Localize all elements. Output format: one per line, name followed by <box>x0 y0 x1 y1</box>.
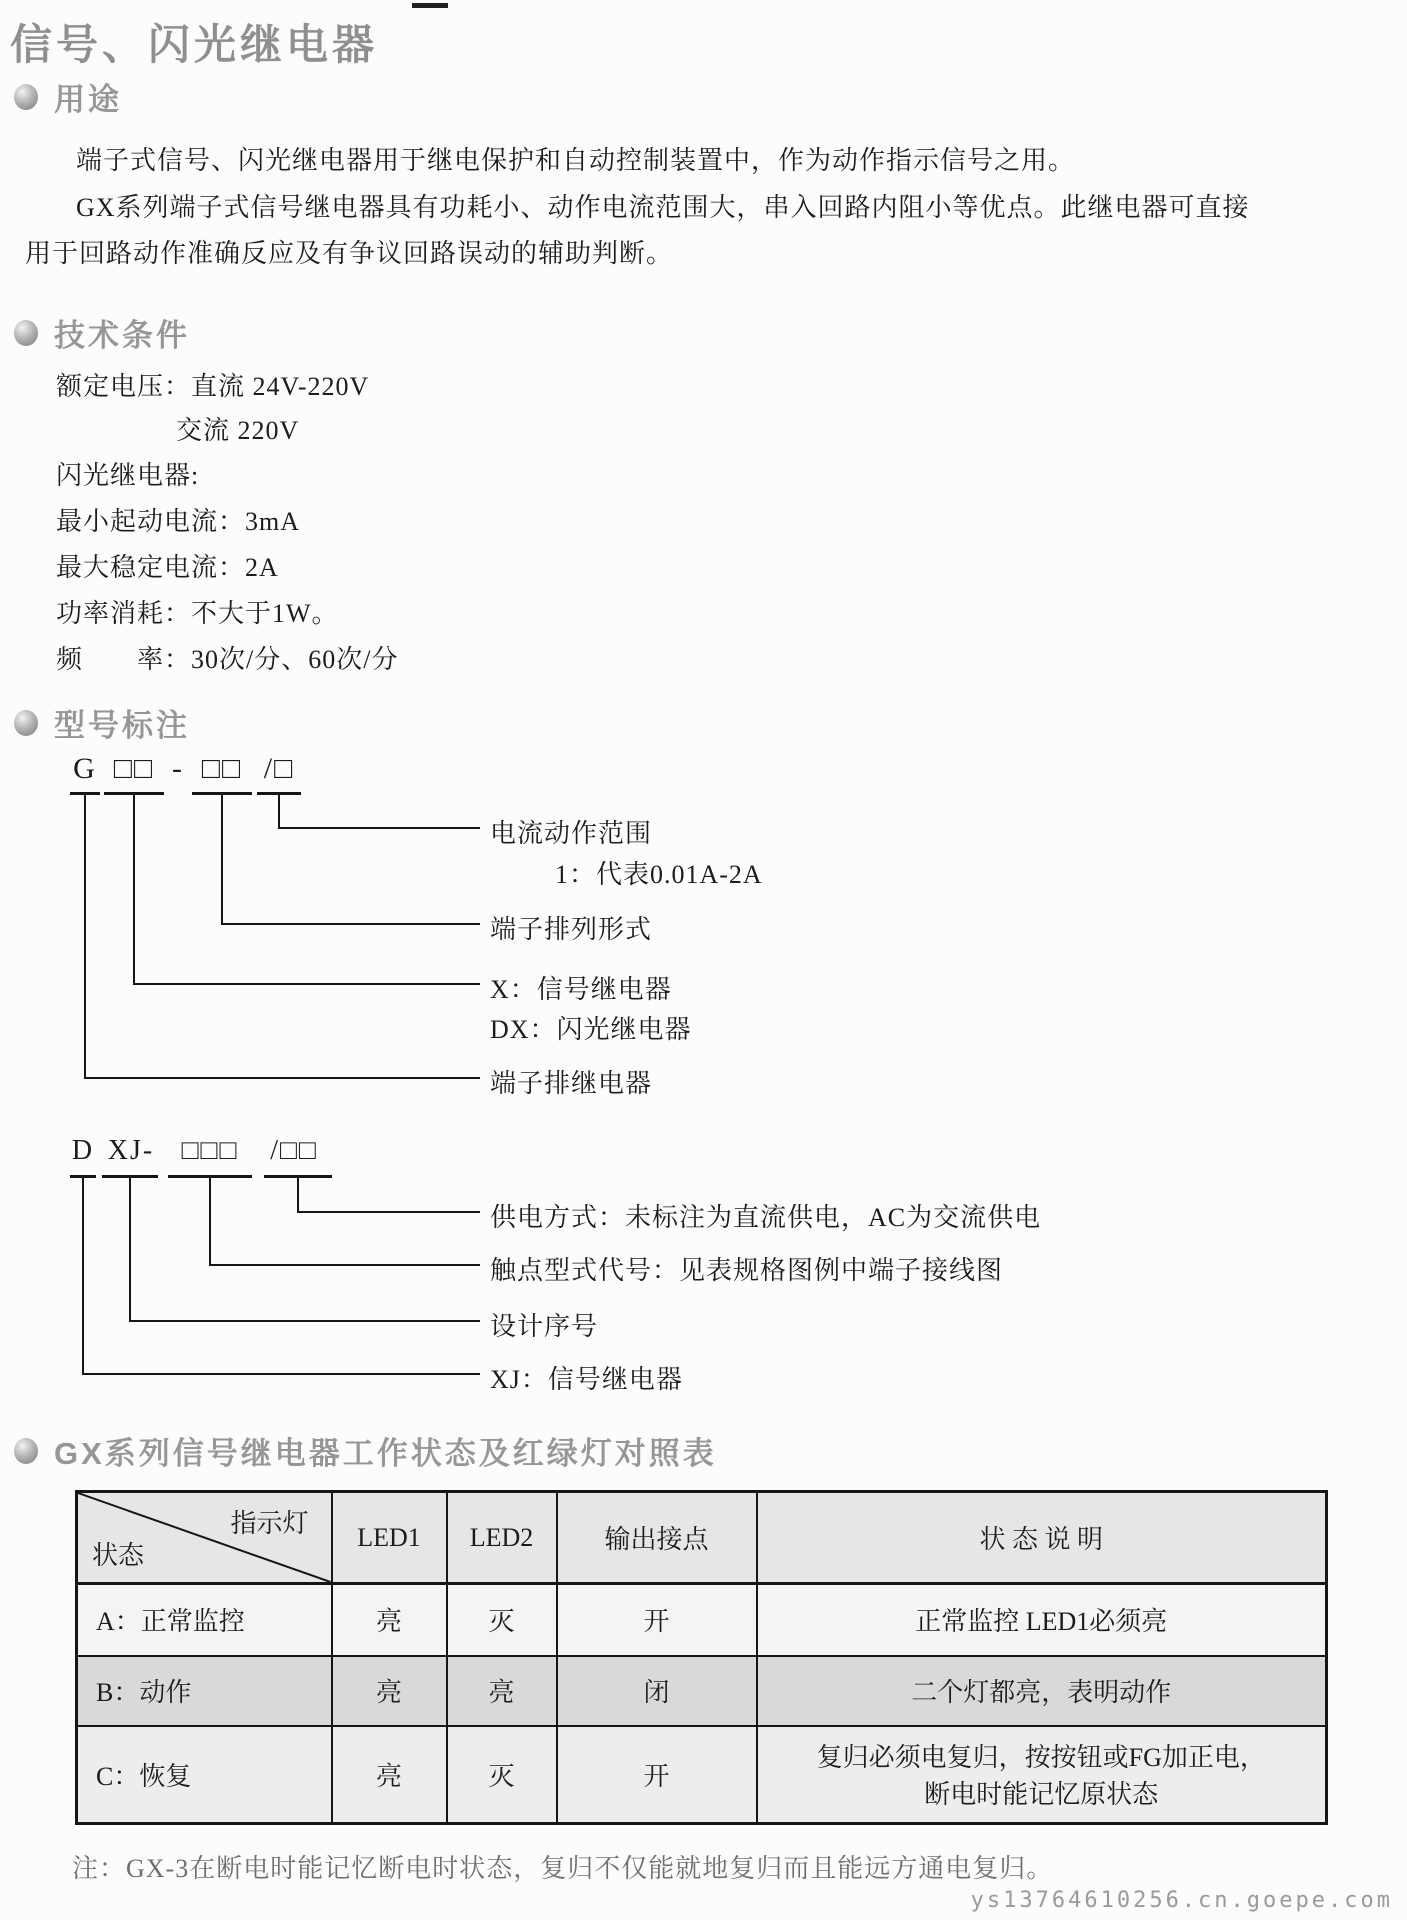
row-c-output: 开 <box>557 1726 757 1824</box>
row-c-desc-line1: 复归必须电复归，按按钮或FG加正电， <box>816 1743 1266 1773</box>
section-table-header <box>14 1428 717 1473</box>
label-dx-flash-relay: DX：闪光继电器 <box>490 1015 692 1044</box>
code-seg-d: D <box>71 1135 95 1166</box>
table-row <box>77 1656 1327 1726</box>
scan-artifact <box>412 3 448 8</box>
model-diagram-dxj <box>60 1135 1160 1415</box>
label-current-range-sub: 1：代表0.01A-2A <box>555 860 763 889</box>
label-terminal-layout: 端子排列形式 <box>490 915 653 944</box>
section-model-title: 型号标注 <box>54 708 190 743</box>
row-a-state: A：正常监控 <box>77 1584 332 1656</box>
status-table-wrap <box>75 1490 1328 1825</box>
label-current-range: 电流动作范围 <box>490 819 653 848</box>
code-seg-b2: □□ <box>201 752 243 785</box>
row-b-led2: 亮 <box>447 1656 557 1726</box>
row-b-state: B：动作 <box>77 1656 332 1726</box>
code-seg-dash: - <box>172 752 184 785</box>
row-b-desc: 二个灯都亮，表明动作 <box>757 1656 1327 1726</box>
leader-line <box>82 1373 480 1375</box>
model-diagram-gx <box>60 752 1020 1112</box>
label-terminal-relay: 端子排继电器 <box>490 1069 653 1098</box>
tech-line-min-current: 最小起动电流：3mA <box>56 507 301 536</box>
leader-line <box>84 1077 480 1079</box>
table-row <box>77 1584 1327 1656</box>
code-seg-sb2: /□□ <box>270 1135 318 1166</box>
leader-line <box>278 795 280 828</box>
tech-line-ac: 交流 220V <box>176 416 300 445</box>
page-title: 信号、闪光继电器 <box>10 21 379 68</box>
row-c-state: C：恢复 <box>77 1726 332 1824</box>
col-header-desc: 状 态 说 明 <box>757 1492 1327 1584</box>
code-seg-b1: □□ <box>113 752 155 785</box>
section-bullet-icon <box>14 1438 38 1464</box>
model-code-dxj <box>68 1135 332 1167</box>
watermark: ys13764610256.cn.goepe.com <box>970 1888 1393 1913</box>
corner-label-indicator: 指示灯 <box>230 1509 309 1538</box>
corner-label-state: 状态 <box>92 1541 145 1570</box>
corner-header-cell <box>77 1492 332 1584</box>
label-x-signal-relay: X：信号继电器 <box>490 975 672 1004</box>
section-model-header <box>14 700 190 745</box>
label-power-mode: 供电方式：未标注为直流供电，AC为交流供电 <box>490 1203 1042 1232</box>
leader-line <box>278 827 480 829</box>
leader-line <box>221 795 223 924</box>
section-tech-title: 技术条件 <box>54 318 190 353</box>
tech-line-max-current: 最大稳定电流：2A <box>56 553 279 582</box>
col-header-led2: LED2 <box>447 1492 557 1584</box>
section-usage-header <box>14 74 122 119</box>
tech-line-frequency: 频 率：30次/分、60次/分 <box>56 645 399 674</box>
leader-line <box>84 795 86 1078</box>
label-design-serial: 设计序号 <box>490 1312 599 1341</box>
row-c-led1: 亮 <box>332 1726 447 1824</box>
code-seg-sb: /□ <box>263 752 295 785</box>
label-xj-signal-relay: XJ：信号继电器 <box>490 1365 683 1394</box>
leader-line <box>297 1178 299 1212</box>
code-seg-g: G <box>73 752 97 785</box>
leader-line <box>129 1320 480 1322</box>
leader-line <box>133 795 135 984</box>
usage-line-2: GX系列端子式信号继电器具有功耗小、动作电流范围大，串入回路内阻小等优点。此继电器可直接 <box>76 193 1250 222</box>
section-bullet-icon <box>14 320 38 346</box>
leader-line <box>129 1178 131 1321</box>
row-c-desc <box>757 1726 1327 1824</box>
leader-line <box>133 983 480 985</box>
section-bullet-icon <box>14 84 38 110</box>
usage-line-3: 用于回路动作准确反应及有争议回路误动的辅助判断。 <box>25 239 674 268</box>
row-a-led2: 灭 <box>447 1584 557 1656</box>
leader-line <box>221 923 480 925</box>
row-c-led2: 灭 <box>447 1726 557 1824</box>
row-c-desc-line2: 断电时能记忆原状态 <box>924 1780 1159 1810</box>
leader-line <box>209 1264 480 1266</box>
table-row <box>77 1726 1327 1824</box>
model-code-gx <box>68 752 304 786</box>
footnote: 注：GX-3在断电时能记忆断电时状态，复归不仅能就地复归而且能远方通电复归。 <box>72 1854 1054 1883</box>
status-table <box>75 1490 1328 1825</box>
row-a-output: 开 <box>557 1584 757 1656</box>
col-header-led1: LED1 <box>332 1492 447 1584</box>
label-contact-type: 触点型式代号：见表规格图例中端子接线图 <box>490 1256 1004 1285</box>
leader-line <box>82 1178 84 1374</box>
tech-line-voltage: 额定电压：直流 24V-220V <box>56 372 370 401</box>
code-seg-b3: □□□ <box>181 1135 239 1166</box>
section-bullet-icon <box>14 710 38 736</box>
usage-line-1: 端子式信号、闪光继电器用于继电保护和自动控制装置中，作为动作指示信号之用。 <box>76 146 1076 175</box>
section-usage-title: 用途 <box>54 82 122 117</box>
row-a-led1: 亮 <box>332 1584 447 1656</box>
section-tech-header <box>14 310 190 355</box>
code-seg-xj: XJ- <box>107 1135 155 1166</box>
col-header-output: 输出接点 <box>557 1492 757 1584</box>
row-a-desc: 正常监控 LED1必须亮 <box>757 1584 1327 1656</box>
leader-line <box>209 1178 211 1265</box>
row-b-output: 闭 <box>557 1656 757 1726</box>
row-b-led1: 亮 <box>332 1656 447 1726</box>
tech-line-flash-relay: 闪光继电器: <box>56 461 200 490</box>
leader-line <box>297 1211 480 1213</box>
section-table-title: GX系列信号继电器工作状态及红绿灯对照表 <box>54 1436 717 1471</box>
tech-line-power: 功率消耗：不大于1W。 <box>56 599 339 628</box>
